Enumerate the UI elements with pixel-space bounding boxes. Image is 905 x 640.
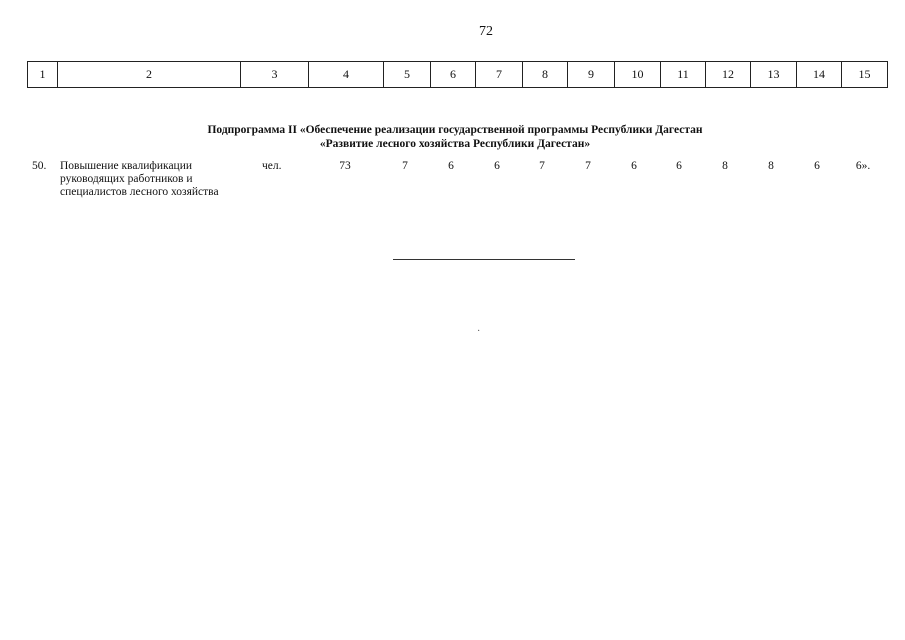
page-number: 72 [479,24,493,39]
value-cell: 7 [402,160,408,172]
value-cell: 7 [585,160,591,172]
column-header-cell: 14 [797,62,842,88]
column-header-cell: 8 [523,62,568,88]
column-header-cell: 7 [476,62,523,88]
subprogram-title-line-1: Подпрограмма II «Обеспечение реализации государственной программы Республики Дагестан [207,124,703,136]
value-cell: 8 [722,160,728,172]
column-header-cell: 10 [615,62,661,88]
column-header-cell: 5 [384,62,431,88]
value-cell: 6 [676,160,682,172]
value-cell: 6 [631,160,637,172]
row-number: 50. [32,160,47,172]
column-header-cell: 6 [431,62,476,88]
subprogram-title-line-2: «Развитие лесного хозяйства Республики Дагестан» [319,138,591,150]
column-header-cell: 2 [58,62,241,88]
column-header-cell: 3 [241,62,309,88]
value-cell: 6». [855,160,871,172]
column-header-cell: 1 [28,62,58,88]
value-cell: 8 [768,160,774,172]
column-number-header [27,61,888,88]
column-header-cell: 11 [661,62,706,88]
column-header-cell: 13 [751,62,797,88]
value-cell: 6 [448,160,454,172]
end-of-table-rule [393,259,575,260]
column-header-cell: 12 [706,62,751,88]
value-cell: 7 [539,160,545,172]
column-header-cell: 15 [842,62,888,88]
column-header-cell: 9 [568,62,615,88]
scan-artifact-mark: · [477,326,481,337]
subprogram-title [0,123,905,151]
value-cell: 73 [339,160,351,172]
value-cell: 6 [494,160,500,172]
indicator-name: Повышение квалификации руководящих работников и специалистов лесного хозяйства [60,160,219,198]
header-row [28,62,888,88]
value-cell: 6 [814,160,820,172]
column-header-cell: 4 [309,62,384,88]
unit-of-measure: чел. [262,160,282,172]
